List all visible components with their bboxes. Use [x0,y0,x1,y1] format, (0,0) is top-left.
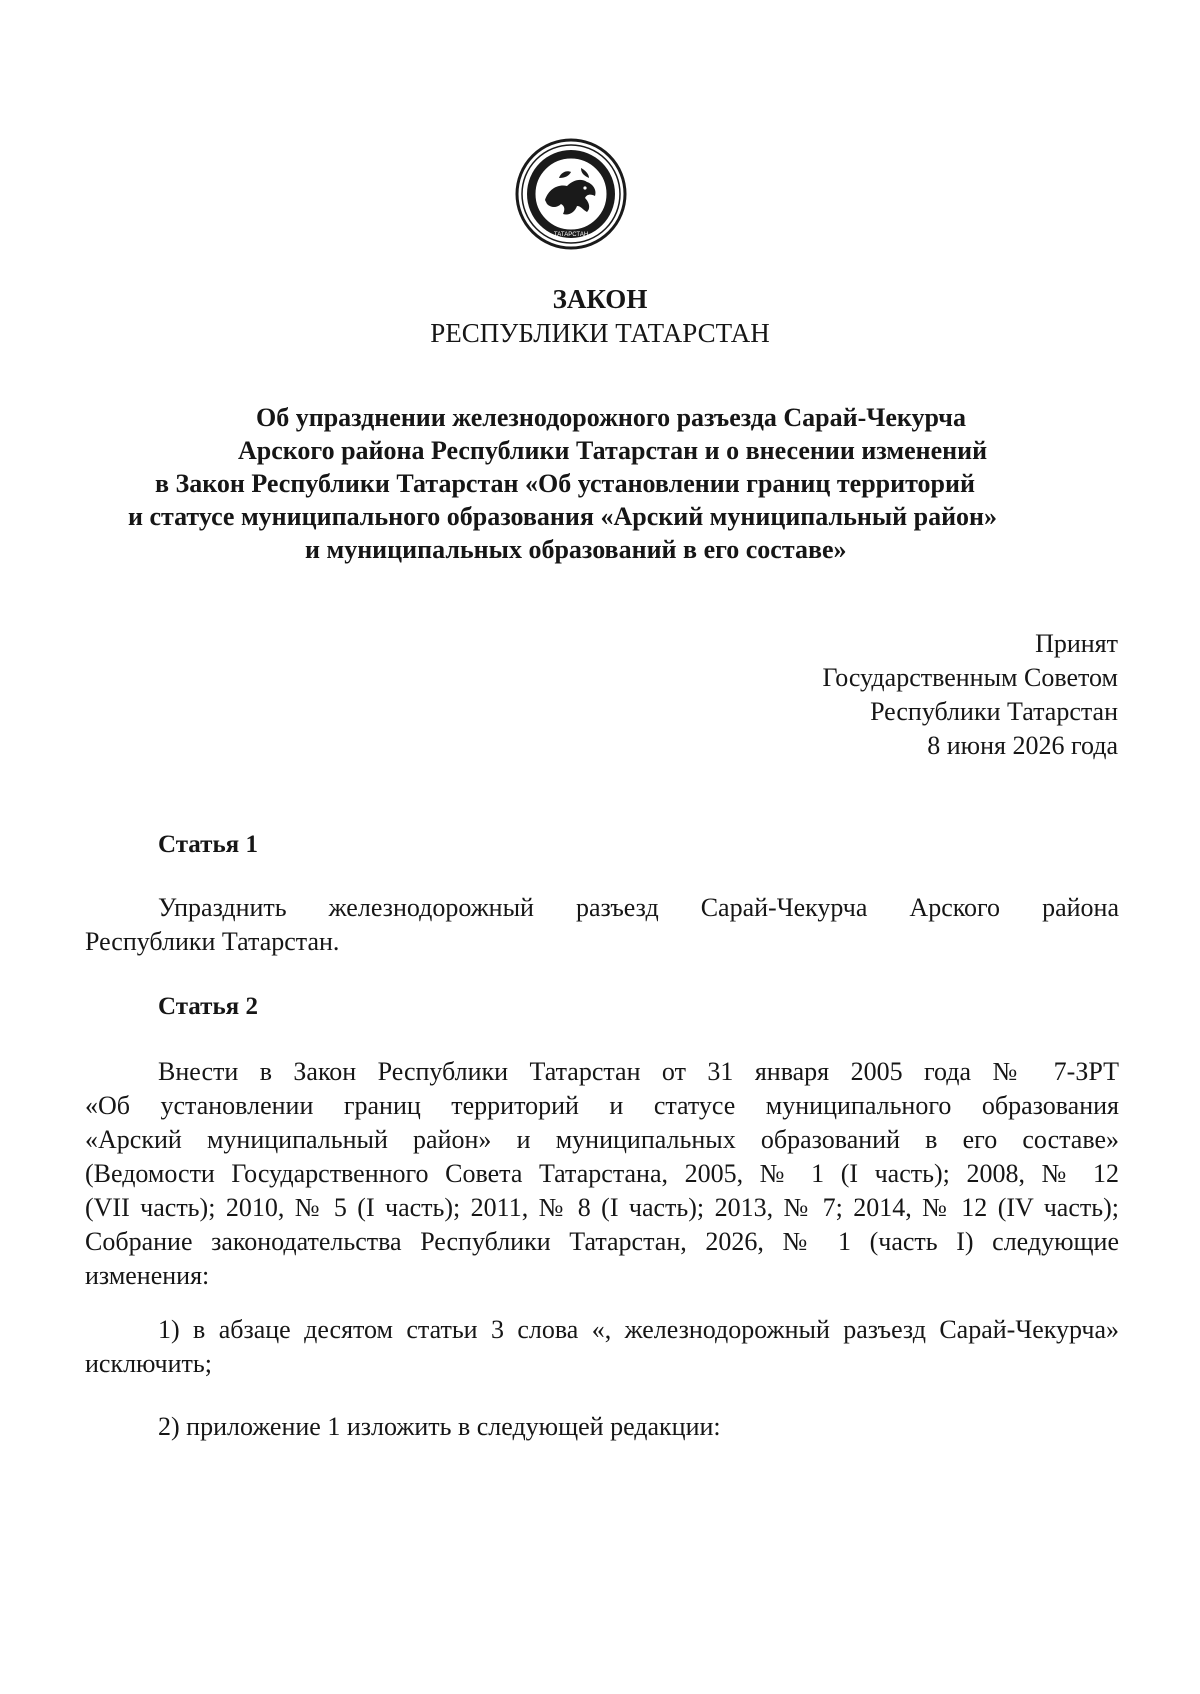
text-line: исключить; [85,1349,212,1378]
text-line: Республики Татарстан. [85,927,340,956]
text-line: Собрание законодательства Республики Татарстан, 2026, № 1 (часть I) следующие [85,1227,1119,1256]
tatarstan-emblem [515,138,627,250]
adoption-block [822,627,1118,763]
text-line: (Ведомости Государственного Совета Татарстана, 2005, № 1 (I часть); 2008, № 12 [85,1159,1119,1188]
article-2-item-1 [85,1313,1119,1381]
adoption-line: Принят [1035,629,1118,658]
law-heading-line: и статусе муниципального образования «Арский муниципальный район» [128,502,998,531]
text-line: 2) приложение 1 изложить в следующей редакции: [158,1412,721,1441]
article-2-intro [85,1055,1119,1293]
law-heading-line: Арского района Республики Татарстан и о внесении изменений [238,436,988,465]
text-line: изменения: [85,1261,210,1290]
adoption-date: 8 июня 2026 года [927,731,1118,760]
document-type-title: ЗАКОН [552,284,648,314]
law-heading-line: Об упразднении железнодорожного разъезда Сарай-Чекурча [256,403,966,432]
adoption-line: Государственным Советом [822,663,1118,692]
adoption-line: Республики Татарстан [870,697,1118,726]
law-heading-line: и муниципальных образований в его составе» [305,535,847,564]
text-line: Упразднить железнодорожный разъезд Сарай-Чекурча Арского района [158,893,1119,922]
text-line: «Об установлении границ территорий и статусе муниципального образования [85,1091,1119,1120]
text-line: 1) в абзаце десятом статьи 3 слова «, железнодорожный разъезд Сарай-Чекурча» [158,1315,1119,1344]
text-line: (VII часть); 2010, № 5 (I часть); 2011, № 8 (I часть); 2013, № 7; 2014, № 12 (IV часть); [85,1193,1119,1222]
text-line: «Арский муниципальный район» и муниципальных образований в его составе» [85,1125,1119,1154]
article-2-item-2 [85,1410,1119,1444]
emblem-inscription: ТАТАРСТАН [553,232,589,238]
text-line: Внести в Закон Республики Татарстан от 31 января 2005 года № 7-ЗРТ [158,1057,1119,1086]
law-heading-line: в Закон Республики Татарстан «Об установлении границ территорий [155,469,975,498]
document-issuer: РЕСПУБЛИКИ ТАТАРСТАН [430,318,770,348]
article-1-title: Статья 1 [158,831,258,858]
article-1-text [85,891,1119,959]
article-2-title: Статья 2 [158,993,258,1020]
